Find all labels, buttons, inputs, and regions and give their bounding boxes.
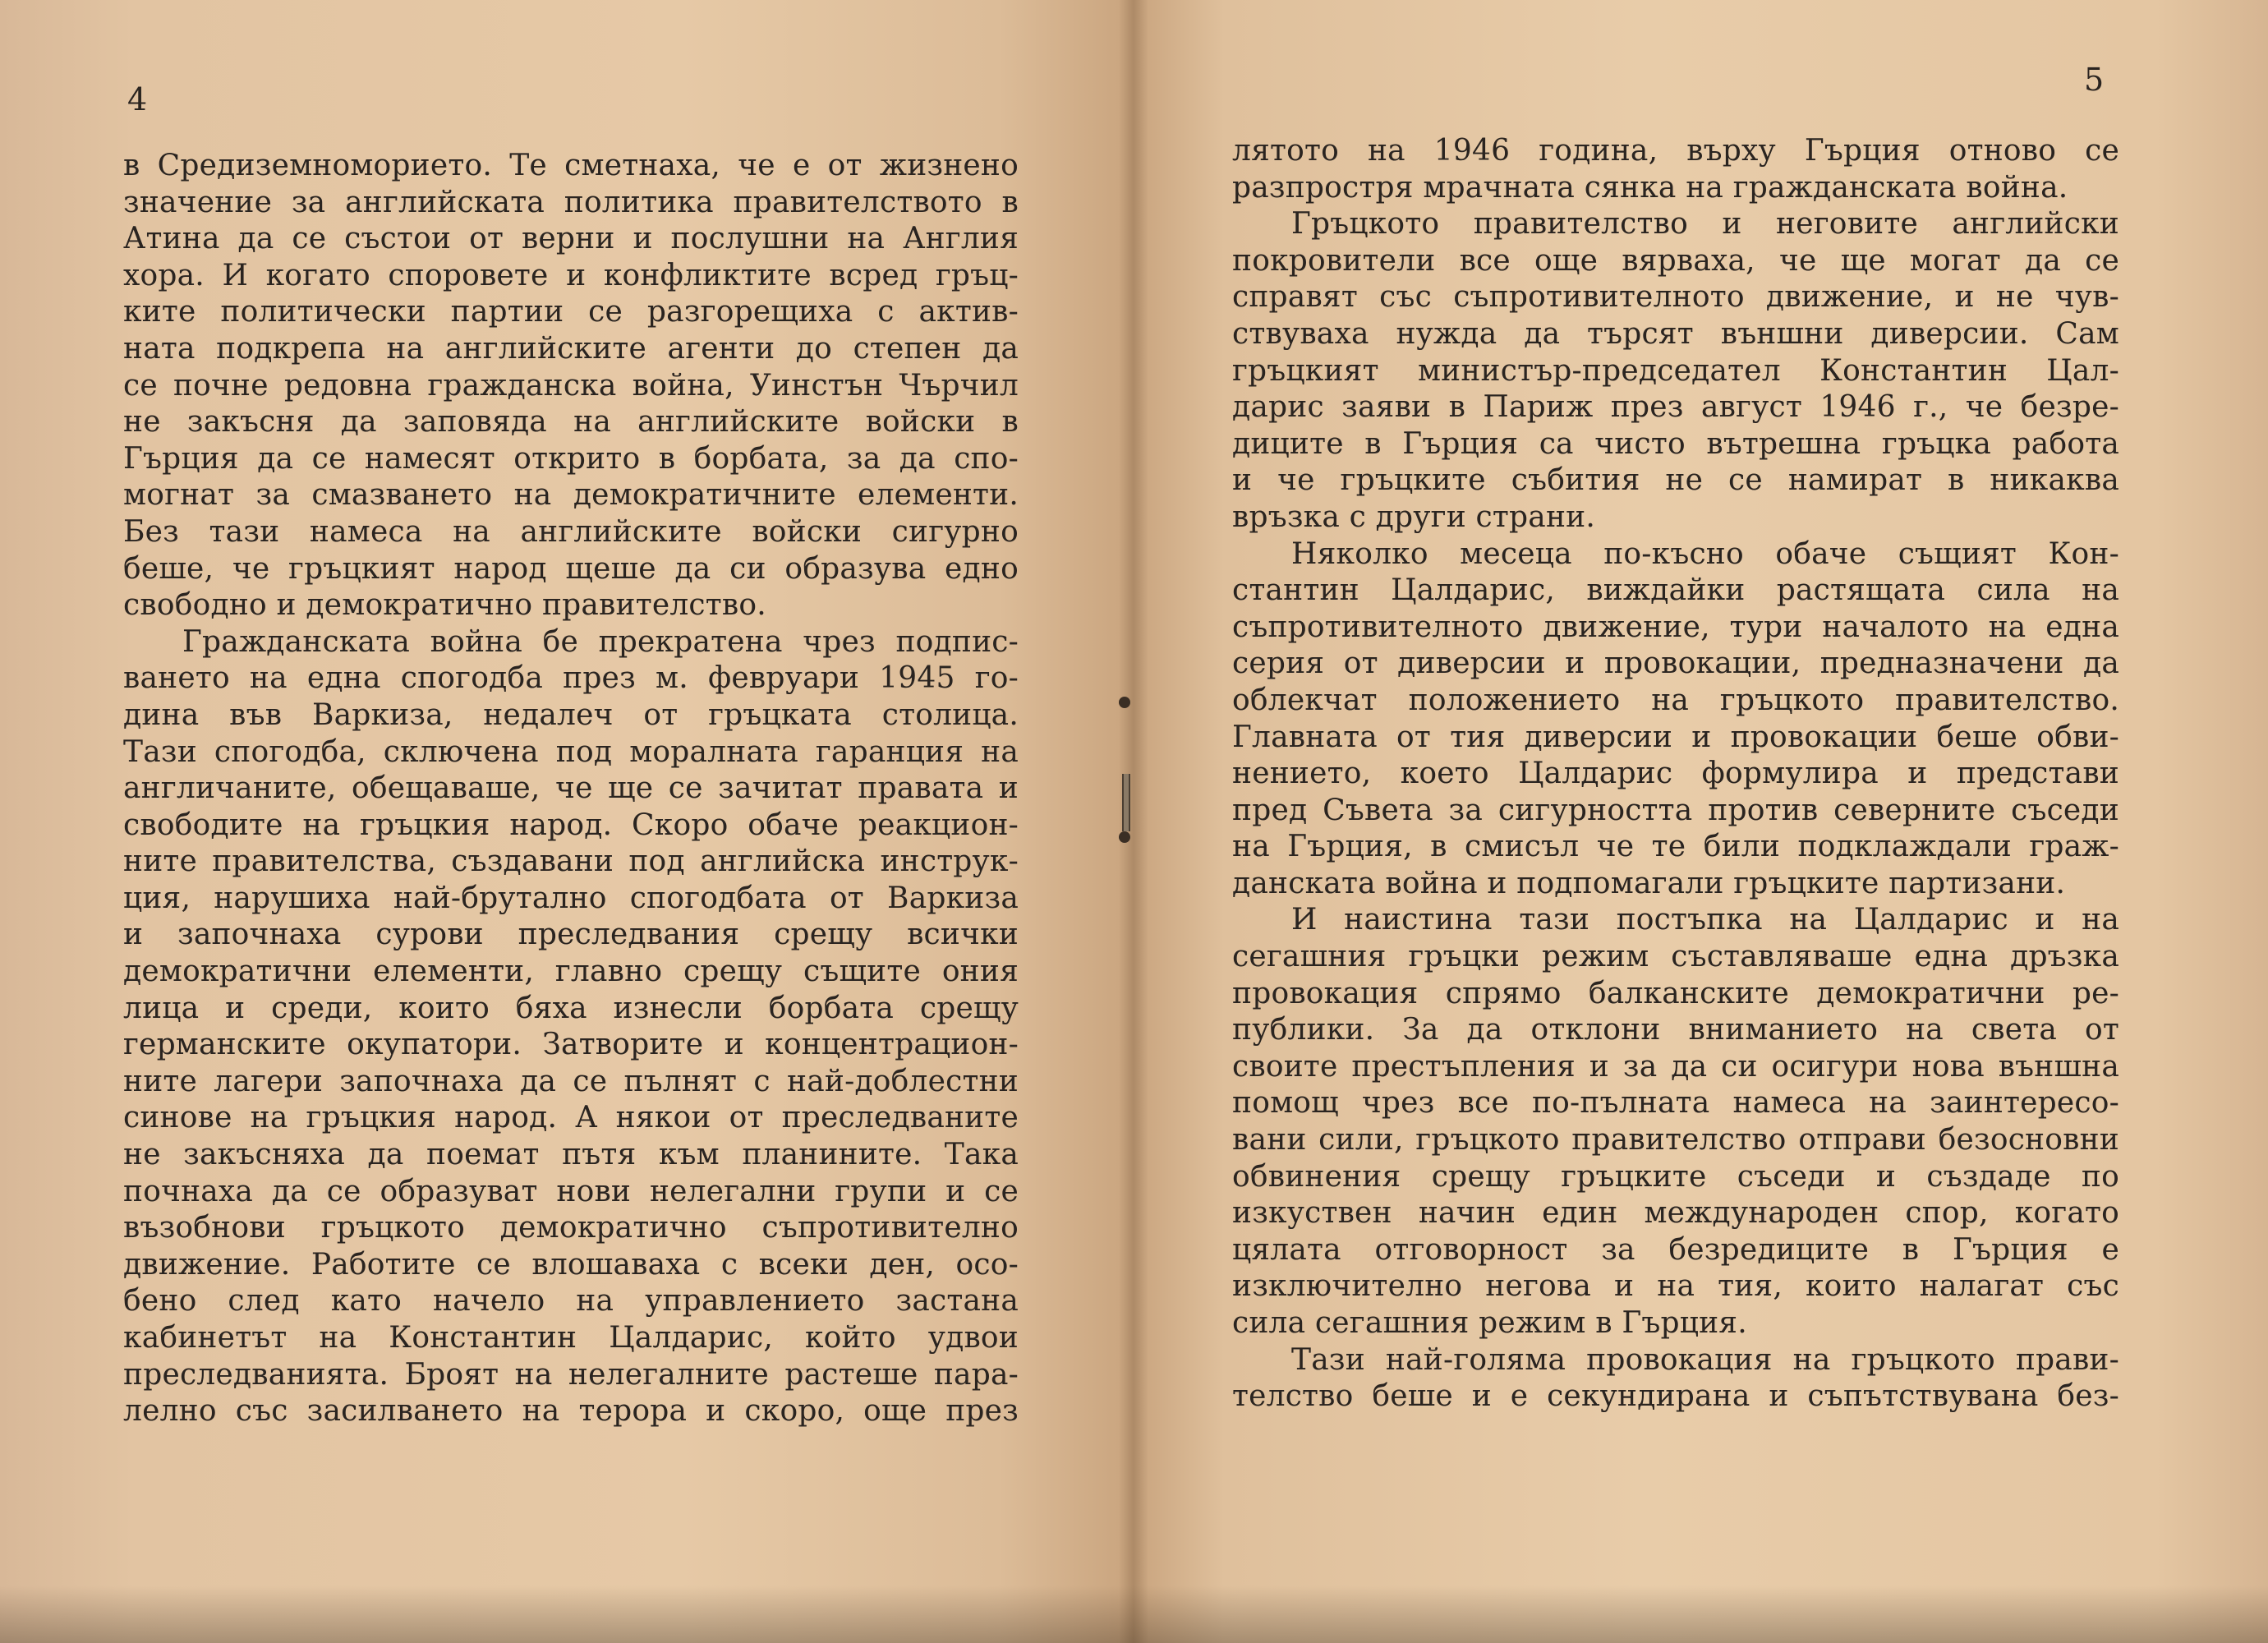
text-line: германските окупатори. Затворите и концентрацион-	[123, 1028, 1019, 1062]
text-line: бено след като начело на управлението застана	[123, 1284, 1019, 1319]
text-line: ция, нарушиха най-брутално спогодбата от Варкиза	[123, 881, 1019, 915]
text-line: облекчат положението на гръцкото правителство.	[1232, 683, 2119, 717]
text-line: данската война и подпомагали гръцките партизани.	[1232, 866, 2066, 900]
text-line: публики. За да отклони вниманието на света от	[1232, 1013, 2119, 1047]
right-page	[1134, 0, 2268, 1643]
text-line: лелно със засилването на терора и скоро, още през	[123, 1394, 1019, 1429]
staple-bottom	[1119, 831, 1130, 843]
text-line: се почне редовна гражданска война, Уинстън Чърчил	[123, 368, 1019, 403]
text-line: провокация спрямо балканските демократични ре-	[1232, 976, 2119, 1010]
text-line: Тази спогодба, сключена под моралната гаранция на	[123, 734, 1019, 769]
text-line: англичаните, обещаваше, че ще се зачитат правата и	[123, 771, 1019, 806]
text-line: Главната от тия диверсии и провокации беше обви-	[1232, 720, 2119, 754]
text-line: Без тази намеса на английските войски сигурно	[123, 514, 1019, 549]
text-line: цялата отговорност за безредиците в Гърция е	[1232, 1232, 2119, 1267]
text-line: разпростря мрачната сянка на гражданската война.	[1232, 170, 2068, 205]
page-number-right: 5	[2084, 62, 2105, 98]
text-line: своите престъпления и за да си осигури нова външна	[1232, 1049, 2119, 1084]
staple-bar	[1122, 774, 1130, 831]
text-line: беше, че гръцкият народ щеше да си образува едно	[123, 551, 1019, 586]
text-line: ствуваха нужда да търсят външни диверсии. Сам	[1232, 316, 2119, 351]
text-line: нението, което Цалдарис формулира и представи	[1232, 757, 2119, 791]
text-line: почнаха да се образуват нови нелегални групи и се	[123, 1174, 1019, 1208]
text-line: справят със съпротивителното движение, и не чув-	[1232, 280, 2119, 315]
text-line: пред Съвета за сигурността против северните съседи	[1232, 793, 2119, 827]
text-line: Гръцкото правителство и неговите английски	[1291, 207, 2119, 242]
text-line: не закъсня да заповяда на английските войски в	[123, 405, 1019, 440]
text-line: вани сили, гръцкото правителство отправи безосновни	[1232, 1123, 2119, 1157]
text-line: възобнови гръцкото демократично съпротивително	[123, 1211, 1019, 1245]
text-line: Тази най-голяма провокация на гръцкото прави-	[1291, 1342, 2119, 1377]
text-line: серия от диверсии и провокации, предназначени да	[1232, 647, 2119, 681]
text-line: Няколко месеца по-късно обаче същият Кон-	[1291, 536, 2119, 571]
text-line: кабинетът на Константин Цалдарис, който удвои	[123, 1321, 1019, 1355]
text-line: лица и среди, които бяха изнесли борбата срещу	[123, 991, 1019, 1025]
text-line: И наистина тази постъпка на Цалдарис и на	[1291, 903, 2119, 937]
text-line: връзка с други страни.	[1232, 499, 1595, 534]
text-line: ките политически партии се разгорещиха с актив-	[123, 295, 1019, 329]
text-line: диците в Гърция са чисто вътрешна гръцка работа	[1232, 426, 2119, 461]
text-line: не закъсняха да поемат пътя към планините. Така	[123, 1138, 1019, 1172]
page-number-left: 4	[127, 81, 148, 117]
text-line: сегашния гръцки режим съставляваше една дръзка	[1232, 940, 2119, 974]
text-line: изкуствен начин един международен спор, когато	[1232, 1196, 2119, 1231]
text-line: покровители все още вярваха, че ще могат да се	[1232, 243, 2119, 278]
text-line: Атина да се състои от верни и послушни на Англия	[123, 222, 1019, 256]
text-line: ните правителства, създавани под английска инструк-	[123, 845, 1019, 879]
text-line: Гражданската война бе прекратена чрез подпис-	[182, 624, 1019, 659]
left-page-text	[123, 148, 1019, 1430]
text-line: хора. И когато споровете и конфликтите всред гръц-	[123, 258, 1019, 292]
text-line: и започнаха сурови преследвания срещу всички	[123, 918, 1019, 952]
text-line: движение. Работите се влошаваха с всеки ден, осо-	[123, 1247, 1019, 1282]
text-line: стантин Цалдарис, виждайки растящата сила на	[1232, 573, 2119, 608]
text-line: и че гръцките събития не се намират в никаква	[1232, 463, 2119, 498]
text-line: значение за английската политика правителството в	[123, 185, 1019, 219]
text-line: помощ чрез все по-пълната намеса на заинтересо-	[1232, 1086, 2119, 1121]
text-line: сила сегашния режим в Гърция.	[1232, 1306, 1747, 1340]
text-line: гръцкият министър-председател Константин Цал-	[1232, 353, 2119, 388]
staple-top	[1119, 697, 1130, 708]
text-line: синове на гръцкия народ. А някои от преследваните	[123, 1101, 1019, 1135]
text-line: дарис заяви в Париж през август 1946 г., че безре-	[1232, 390, 2119, 425]
text-line: свободите на гръцкия народ. Скоро обаче реакцион-	[123, 808, 1019, 842]
text-line: ването на една спогодба през м. февруари 1945 го-	[123, 661, 1019, 696]
text-line: демократични елементи, главно срещу същите ония	[123, 955, 1019, 989]
text-line: съпротивителното движение, тури началото на една	[1232, 610, 2119, 644]
text-line: телство беше и е секундирана и съпътствувана без-	[1232, 1379, 2119, 1414]
text-line: Гърция да се намесят открито в борбата, за да спо-	[123, 441, 1019, 476]
text-line: ната подкрепа на английските агенти до степен да	[123, 331, 1019, 366]
text-line: дина във Варкиза, недалеч от гръцката столица.	[123, 697, 1019, 732]
text-line: свободно и демократично правителство.	[123, 588, 766, 623]
text-line: изключително негова и на тия, които налагат със	[1232, 1269, 2119, 1304]
text-line: в Средиземноморието. Те сметнаха, че е от жизнено	[123, 149, 1019, 182]
text-line: обвинения срещу гръцките съседи и създаде по	[1232, 1159, 2119, 1194]
text-line: ните лагери започнаха да се пълнят с най-доблестни	[123, 1064, 1019, 1098]
text-line: могнат за смазването на демократичните елементи.	[123, 478, 1019, 513]
text-line: преследванията. Броят на нелегалните растеше пара-	[123, 1357, 1019, 1392]
right-page-text	[1232, 133, 2119, 1415]
text-line: лятото на 1946 година, върху Гърция отново се	[1232, 134, 2119, 168]
text-line: на Гърция, в смисъл че те били подклаждали граж-	[1232, 830, 2119, 864]
